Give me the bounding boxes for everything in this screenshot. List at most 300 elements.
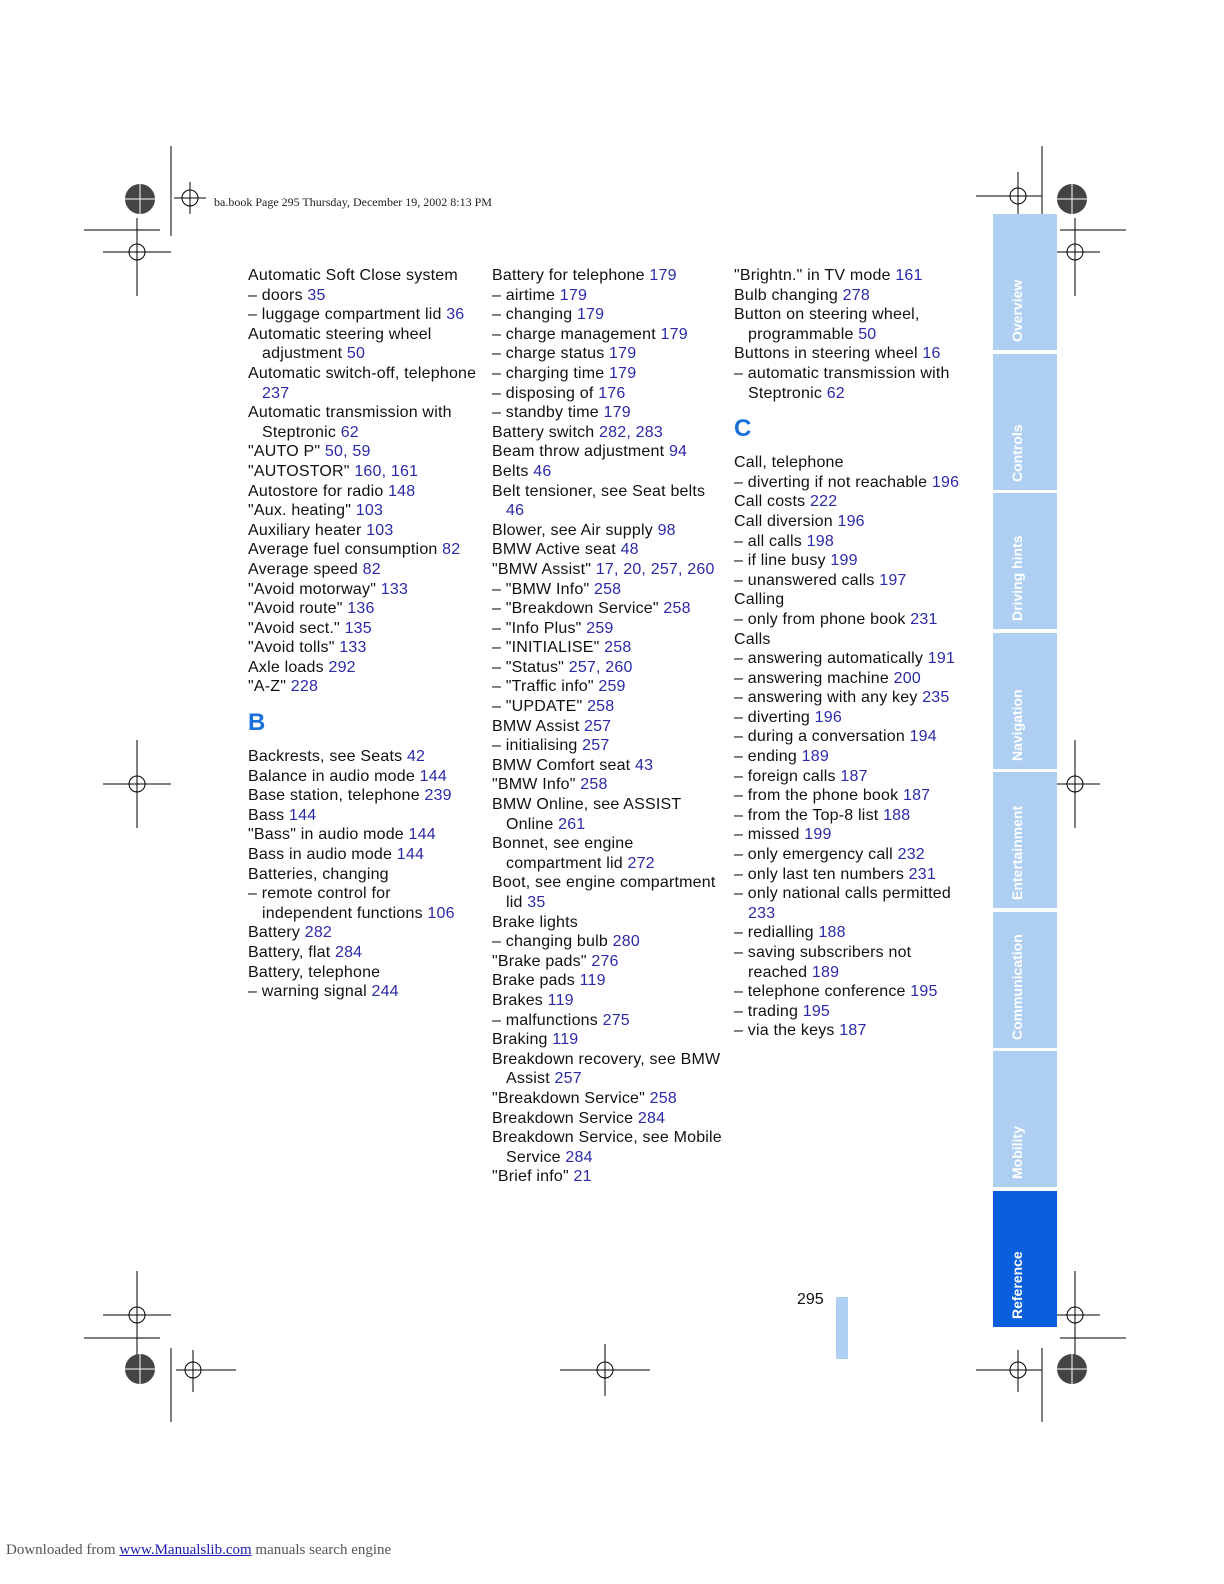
index-entry-text: – changing bulb: [492, 933, 613, 951]
index-column-2: [492, 266, 724, 1187]
index-entry: [492, 971, 724, 991]
index-entry-text: "AUTOSTOR": [248, 462, 355, 480]
index-page-link[interactable]: 176: [598, 384, 626, 402]
index-entry-text: Automatic Soft Close system: [248, 267, 458, 284]
index-page-link[interactable]: 187: [840, 767, 868, 785]
sidebar-tab-label: Navigation: [1009, 688, 1025, 761]
index-entry: [492, 717, 724, 737]
index-column-3: [734, 266, 964, 1041]
sidebar-tab-mobility[interactable]: [993, 1051, 1057, 1187]
index-page-link[interactable]: 239: [424, 787, 452, 805]
sidebar-tab-label: Communication: [1009, 933, 1025, 1040]
index-entry: [248, 403, 480, 442]
sidebar-tab-communication[interactable]: [993, 912, 1057, 1048]
index-entry: [248, 677, 480, 697]
index-entry: [734, 532, 964, 552]
index-page-link[interactable]: 179: [559, 286, 588, 304]
index-page-link[interactable]: 119: [547, 991, 574, 1009]
index-page-link[interactable]: 144: [396, 846, 425, 864]
index-entry: [734, 286, 964, 306]
index-entry: [492, 560, 724, 580]
sidebar-tab-label: Overview: [1009, 279, 1025, 342]
index-entry-text: – from the phone book: [734, 787, 903, 805]
index-page-link[interactable]: 179: [649, 267, 677, 284]
index-entry: [734, 825, 964, 845]
index-page-link[interactable]: 188: [818, 924, 846, 942]
index-page-link[interactable]: 282: [304, 924, 333, 942]
index-page-link[interactable]: 160, 161: [354, 462, 419, 480]
index-entry: [492, 1011, 724, 1031]
index-entry: [248, 286, 480, 306]
index-page-link[interactable]: 21: [573, 1168, 592, 1186]
index-entry-text: Blower, see Air supply: [492, 521, 658, 539]
index-page-link[interactable]: 195: [910, 983, 938, 1001]
index-entry-text: – only emergency call: [734, 846, 898, 864]
index-page-link[interactable]: 258: [593, 580, 622, 598]
index-entry-text: – redialling: [734, 924, 819, 942]
index-entry-text: Call costs: [734, 493, 810, 511]
index-page-link[interactable]: 189: [801, 748, 829, 766]
index-entry-text: – ending: [734, 748, 802, 766]
index-page-link[interactable]: 189: [811, 963, 840, 981]
index-entry: [248, 325, 480, 364]
index-entry-text: – "Breakdown Service": [492, 600, 664, 618]
index-entry-text: "A-Z": [248, 678, 291, 696]
index-entry-text: – airtime: [492, 286, 560, 304]
index-entry-text: Average speed: [248, 560, 363, 578]
index-page-link[interactable]: 233: [748, 904, 776, 922]
index-entry: [734, 473, 964, 493]
footer: [6, 1542, 391, 1559]
index-page-link[interactable]: 258: [649, 1089, 677, 1107]
index-entry: [734, 845, 964, 865]
sidebar-tab-navigation[interactable]: [993, 633, 1057, 769]
index-entry-text: Bonnet, see engine compartment lid: [492, 835, 634, 872]
index-entry: [734, 630, 964, 650]
index-page-link[interactable]: 179: [660, 325, 688, 343]
sidebar-tab-label: Entertainment: [1009, 805, 1025, 900]
index-entry-text: – malfunctions: [492, 1011, 603, 1029]
index-page-link[interactable]: 35: [527, 894, 546, 911]
index-entry-text: Calling: [734, 591, 785, 609]
index-page-link[interactable]: 228: [290, 678, 319, 696]
index-entry-text: – answering machine: [734, 669, 894, 687]
index-entry: [248, 963, 480, 983]
index-page-link[interactable]: 196: [931, 473, 960, 491]
index-entry-text: Buttons in steering wheel: [734, 345, 923, 363]
index-entry-text: Battery switch: [492, 423, 600, 441]
index-entry: [734, 982, 964, 1002]
index-entry: [248, 305, 480, 325]
index-entry: [492, 1128, 724, 1167]
index-entry: [492, 286, 724, 306]
index-entry: [248, 884, 480, 923]
index-entry: [492, 482, 724, 521]
index-entry: [492, 697, 724, 717]
index-page-link[interactable]: 200: [893, 669, 921, 687]
index-page-link[interactable]: 148: [388, 482, 416, 500]
index-page-link[interactable]: 98: [657, 521, 676, 539]
index-entry-text: – charge status: [492, 345, 610, 363]
sidebar-tab-label: Reference: [1009, 1250, 1025, 1319]
index-page-link[interactable]: 103: [366, 521, 394, 539]
index-entry-text: Axle loads: [248, 658, 329, 676]
index-entry: [492, 1089, 724, 1109]
index-entry-text: – disposing of: [492, 384, 599, 402]
index-entry-text: – missed: [734, 826, 805, 844]
index-entry: [248, 364, 480, 403]
index-entry-text: – only last ten numbers: [734, 865, 909, 883]
index-entry-text: – only from phone book: [734, 610, 911, 628]
index-page-link[interactable]: 278: [842, 286, 870, 304]
index-page-link[interactable]: 282, 283: [599, 423, 663, 441]
index-entry-text: "Avoid route": [248, 600, 348, 618]
index-entry: [492, 462, 724, 482]
sidebar-tab-label: Driving hints: [1009, 535, 1025, 621]
sidebar-tab-controls[interactable]: [993, 354, 1057, 490]
index-entry: [492, 1167, 724, 1187]
index-page-link[interactable]: 257: [582, 737, 610, 755]
index-entry: [734, 453, 964, 473]
index-entry-text: "Brightn." in TV mode: [734, 267, 896, 284]
index-column-1: [248, 266, 480, 1002]
index-entry: [248, 865, 480, 885]
index-entry: [734, 806, 964, 826]
index-page-link[interactable]: 62: [340, 423, 359, 441]
index-page-link[interactable]: 62: [826, 384, 845, 402]
index-entry: [734, 266, 964, 286]
index-entry: [248, 923, 480, 943]
index-entry: [734, 649, 964, 669]
index-entry: [492, 991, 724, 1011]
index-entry: [248, 638, 480, 658]
index-page-link[interactable]: 17, 20, 257, 260: [595, 560, 715, 578]
index-page-link[interactable]: 179: [576, 306, 605, 324]
index-page-link[interactable]: 257: [554, 1070, 582, 1088]
index-entry: [734, 364, 964, 403]
index-page-link[interactable]: 161: [895, 267, 923, 284]
index-page-link[interactable]: 222: [810, 493, 838, 511]
index-entry-text: Autostore for radio: [248, 482, 389, 500]
index-page-link[interactable]: 196: [814, 708, 842, 726]
index-entry: [248, 982, 480, 1002]
index-entry: [248, 767, 480, 787]
index-entry: [492, 305, 724, 325]
index-page-link[interactable]: 48: [620, 541, 639, 559]
index-entry-text: – if line busy: [734, 552, 831, 570]
index-entry-text: – "BMW Info": [492, 580, 594, 598]
index-page-link[interactable]: 198: [806, 532, 834, 550]
index-entry-text: BMW Active seat: [492, 541, 621, 559]
index-entry-text: "BMW Info": [492, 776, 581, 794]
index-entry: [492, 1030, 724, 1050]
index-page-link[interactable]: 276: [591, 952, 619, 970]
index-page-link[interactable]: 119: [552, 1031, 579, 1049]
index-entry-text: BMW Assist: [492, 717, 584, 735]
index-page-link[interactable]: 197: [879, 571, 907, 589]
index-entry: [734, 344, 964, 364]
index-page-link[interactable]: 179: [609, 345, 637, 363]
page-number: 295: [797, 1291, 824, 1308]
index-entry: [492, 677, 724, 697]
index-page-link[interactable]: 144: [408, 826, 436, 844]
index-entry-text: Braking: [492, 1031, 553, 1049]
index-page-link[interactable]: 136: [347, 600, 375, 618]
index-entry-text: – answering with any key: [734, 689, 923, 707]
index-entry: [734, 512, 964, 532]
index-page-link[interactable]: 188: [883, 806, 911, 824]
index-page-link[interactable]: 187: [839, 1022, 867, 1040]
index-page-link[interactable]: 258: [663, 600, 691, 618]
index-page-link[interactable]: 258: [587, 698, 615, 716]
index-entry: [492, 344, 724, 364]
index-page-link[interactable]: 133: [339, 639, 367, 657]
sidebar-tab-label: Controls: [1009, 423, 1025, 482]
index-page-link[interactable]: 43: [634, 756, 654, 774]
index-entry: [248, 619, 480, 639]
index-entry: [492, 873, 724, 912]
index-entry-text: – answering automatically: [734, 650, 928, 668]
sidebar-tab-overview[interactable]: [993, 214, 1057, 350]
index-entry-text: Bass: [248, 806, 290, 824]
index-entry-text: Bulb changing: [734, 286, 843, 304]
index-entry: [492, 1050, 724, 1089]
index-page-link[interactable]: 275: [602, 1011, 630, 1029]
index-entry-text: "AUTO P": [248, 443, 325, 461]
index-entry-text: – changing: [492, 306, 577, 324]
index-entry-text: – all calls: [734, 532, 807, 550]
index-page-link[interactable]: 257, 260: [568, 658, 633, 676]
index-entry-text: – remote control for independent functions: [248, 885, 428, 922]
index-entry-text: "Brief info": [492, 1168, 574, 1186]
index-entry-text: Brake pads: [492, 972, 580, 990]
index-entry-text: – standby time: [492, 404, 604, 422]
index-entry-text: Button on steering wheel, programmable: [734, 306, 920, 343]
index-entry: [492, 423, 724, 443]
index-page-link[interactable]: 292: [328, 658, 356, 676]
index-entry-text: – "Status": [492, 658, 569, 676]
sidebar-tab-driving-hints[interactable]: [993, 493, 1057, 629]
index-entry-text: – during a conversation: [734, 728, 910, 746]
index-entry-text: Automatic transmission with Steptronic: [248, 404, 452, 441]
index-entry-text: Beam throw adjustment: [492, 443, 669, 461]
index-entry: [492, 442, 724, 462]
index-page-link[interactable]: 16: [922, 345, 941, 363]
index-entry: [492, 795, 724, 834]
index-entry-text: Breakdown Service: [492, 1109, 638, 1127]
index-entry-text: Backrests, see Seats: [248, 748, 407, 766]
index-page-link[interactable]: 187: [902, 787, 931, 805]
index-entry: [492, 775, 724, 795]
index-entry: [734, 688, 964, 708]
index-entry: [492, 756, 724, 776]
index-entry: [734, 1021, 964, 1041]
index-entry-text: – from the Top-8 list: [734, 806, 884, 824]
index-entry: [734, 590, 964, 610]
index-page-link[interactable]: 106: [427, 904, 455, 922]
index-entry-text: Bass in audio mode: [248, 846, 397, 864]
index-entry-text: – unanswered calls: [734, 571, 880, 589]
index-entry: [492, 913, 724, 933]
index-entry-text: "Brake pads": [492, 952, 592, 970]
index-entry-text: BMW Online, see ASSIST Online: [492, 796, 682, 833]
index-entry-text: – charging time: [492, 364, 610, 382]
index-page-link[interactable]: 259: [586, 619, 614, 637]
index-entry-text: – only national calls permitted: [734, 885, 951, 903]
index-entry-text: Belts: [492, 462, 534, 480]
index-letter-heading: C: [734, 415, 752, 443]
index-entry: [734, 727, 964, 747]
index-page-link[interactable]: 259: [598, 678, 626, 696]
index-entry: [248, 521, 480, 541]
index-page-link[interactable]: 195: [802, 1002, 831, 1020]
index-page-link[interactable]: 258: [580, 776, 608, 794]
index-entry-text: Average fuel consumption: [248, 541, 443, 559]
index-entry: [734, 747, 964, 767]
index-entry-text: – saving subscribers not reached: [734, 944, 912, 981]
index-page-link[interactable]: 179: [603, 404, 631, 422]
index-entry-text: – doors: [248, 286, 308, 304]
index-page-link[interactable]: 231: [908, 865, 936, 883]
index-page-link[interactable]: 144: [419, 767, 447, 785]
index-entry: [248, 943, 480, 963]
index-page-link[interactable]: 257: [583, 717, 612, 735]
index-entry: [492, 266, 724, 286]
index-entry-text: Base station, telephone: [248, 787, 425, 805]
index-entry: [492, 932, 724, 952]
index-entry: [492, 540, 724, 560]
section-sidebar: [993, 214, 1057, 1351]
index-entry-text: Automatic switch-off, telephone: [248, 364, 477, 382]
index-page-link[interactable]: 232: [897, 846, 925, 864]
index-page-link[interactable]: 46: [533, 462, 552, 480]
index-entry-text: – "UPDATE": [492, 698, 588, 716]
index-page-link[interactable]: 284: [637, 1109, 666, 1127]
index-entry: [248, 786, 480, 806]
index-entry: [248, 658, 480, 678]
index-entry-text: – via the keys: [734, 1022, 840, 1040]
index-page-link[interactable]: 82: [442, 541, 461, 559]
index-entry-text: Auxiliary heater: [248, 521, 367, 539]
index-page-link[interactable]: 35: [307, 286, 326, 304]
index-entry-text: – diverting: [734, 708, 815, 726]
index-entry: [248, 482, 480, 502]
index-entry-text: – foreign calls: [734, 767, 841, 785]
index-page-link[interactable]: 199: [830, 552, 858, 570]
index-entry-text: Automatic steering wheel adjustment: [248, 325, 432, 363]
index-page-link[interactable]: 237: [262, 384, 290, 402]
index-page-link[interactable]: 94: [668, 443, 688, 461]
index-entry-text: Battery, telephone: [248, 963, 381, 981]
index-entry: [248, 462, 480, 482]
index-entry: [492, 658, 724, 678]
index-entry: [492, 834, 724, 873]
sidebar-tab-reference[interactable]: [993, 1191, 1057, 1327]
index-entry-text: "Breakdown Service": [492, 1089, 650, 1107]
index-entry-text: – initialising: [492, 737, 583, 755]
index-entry: [248, 599, 480, 619]
index-page-link[interactable]: 284: [334, 944, 363, 961]
index-entry: [248, 580, 480, 600]
index-letter-heading: B: [248, 709, 266, 737]
index-page-link[interactable]: 194: [909, 728, 937, 746]
index-page-link[interactable]: 46: [506, 502, 525, 520]
index-entry: [492, 403, 724, 423]
index-entry-text: "Avoid sect.": [248, 619, 345, 637]
index-entry-text: Brakes: [492, 991, 548, 1009]
index-entry-text: Breakdown Service, see Mobile Service: [492, 1129, 722, 1166]
index-entry-text: – "INITIALISE": [492, 639, 605, 657]
index-entry: [492, 580, 724, 600]
index-page-link[interactable]: 179: [609, 364, 637, 382]
print-header: ba.book Page 295 Thursday, December 19, 2002 8:13 PM: [214, 195, 492, 209]
footer-link[interactable]: www.Manualslib.com: [119, 1542, 252, 1558]
index-page-link[interactable]: 272: [627, 854, 655, 872]
index-page-link[interactable]: 42: [406, 748, 426, 766]
index-page-link[interactable]: 196: [837, 512, 865, 530]
index-entry-text: – "Info Plus": [492, 619, 587, 637]
sidebar-tab-entertainment[interactable]: [993, 772, 1057, 908]
index-page-link[interactable]: 50, 59: [324, 443, 371, 461]
index-page-link[interactable]: 82: [362, 560, 381, 578]
index-page-link[interactable]: 133: [380, 580, 409, 598]
index-entry: [492, 638, 724, 658]
index-entry: [492, 952, 724, 972]
page-number-bar: [836, 1297, 848, 1359]
index-page-link[interactable]: 258: [604, 639, 632, 657]
index-entry: [248, 845, 480, 865]
index-entry: [734, 786, 964, 806]
footer-suffix: manuals search engine: [251, 1542, 392, 1558]
index-entry: [492, 364, 724, 384]
index-page-link[interactable]: 244: [371, 983, 399, 1001]
index-page-link[interactable]: 135: [344, 619, 372, 637]
index-entry-text: Belt tensioner, see Seat belts: [492, 482, 706, 500]
index-entry: [492, 325, 724, 345]
index-page-link[interactable]: 231: [910, 610, 938, 628]
index-entry: [734, 943, 964, 982]
index-entry: [248, 747, 480, 767]
index-page-link[interactable]: 191: [927, 650, 956, 668]
index-page-link[interactable]: 50: [858, 325, 877, 343]
index-entry-text: – "Traffic info": [492, 678, 599, 696]
index-entry: [248, 501, 480, 521]
index-entry: [734, 492, 964, 512]
index-entry: [492, 521, 724, 541]
index-page-link[interactable]: 103: [355, 502, 384, 520]
footer-prefix: Downloaded from: [6, 1542, 120, 1558]
index-entry-text: Breakdown recovery, see BMW Assist: [492, 1050, 721, 1088]
index-entry-text: – luggage compartment lid: [248, 306, 447, 324]
index-page-link[interactable]: 199: [804, 826, 832, 844]
index-entry-text: Battery for telephone: [492, 267, 650, 284]
index-entry-text: "Aux. heating": [248, 502, 356, 520]
index-entry: [734, 1002, 964, 1022]
index-page-link[interactable]: 261: [558, 815, 586, 833]
index-entry-text: Balance in audio mode: [248, 767, 420, 785]
index-page-link[interactable]: 284: [565, 1148, 593, 1166]
index-page-link[interactable]: 235: [922, 689, 950, 707]
index-entry-text: – telephone conference: [734, 983, 911, 1001]
index-page-link[interactable]: 50: [346, 345, 366, 363]
index-entry-text: Call diversion: [734, 512, 838, 530]
index-page-link[interactable]: 36: [446, 306, 465, 324]
index-page-link[interactable]: 280: [612, 933, 640, 951]
index-page-link[interactable]: 144: [289, 806, 317, 824]
index-entry: [248, 806, 480, 826]
index-page-link[interactable]: 119: [579, 972, 606, 990]
sidebar-tab-label: Mobility: [1009, 1126, 1025, 1179]
